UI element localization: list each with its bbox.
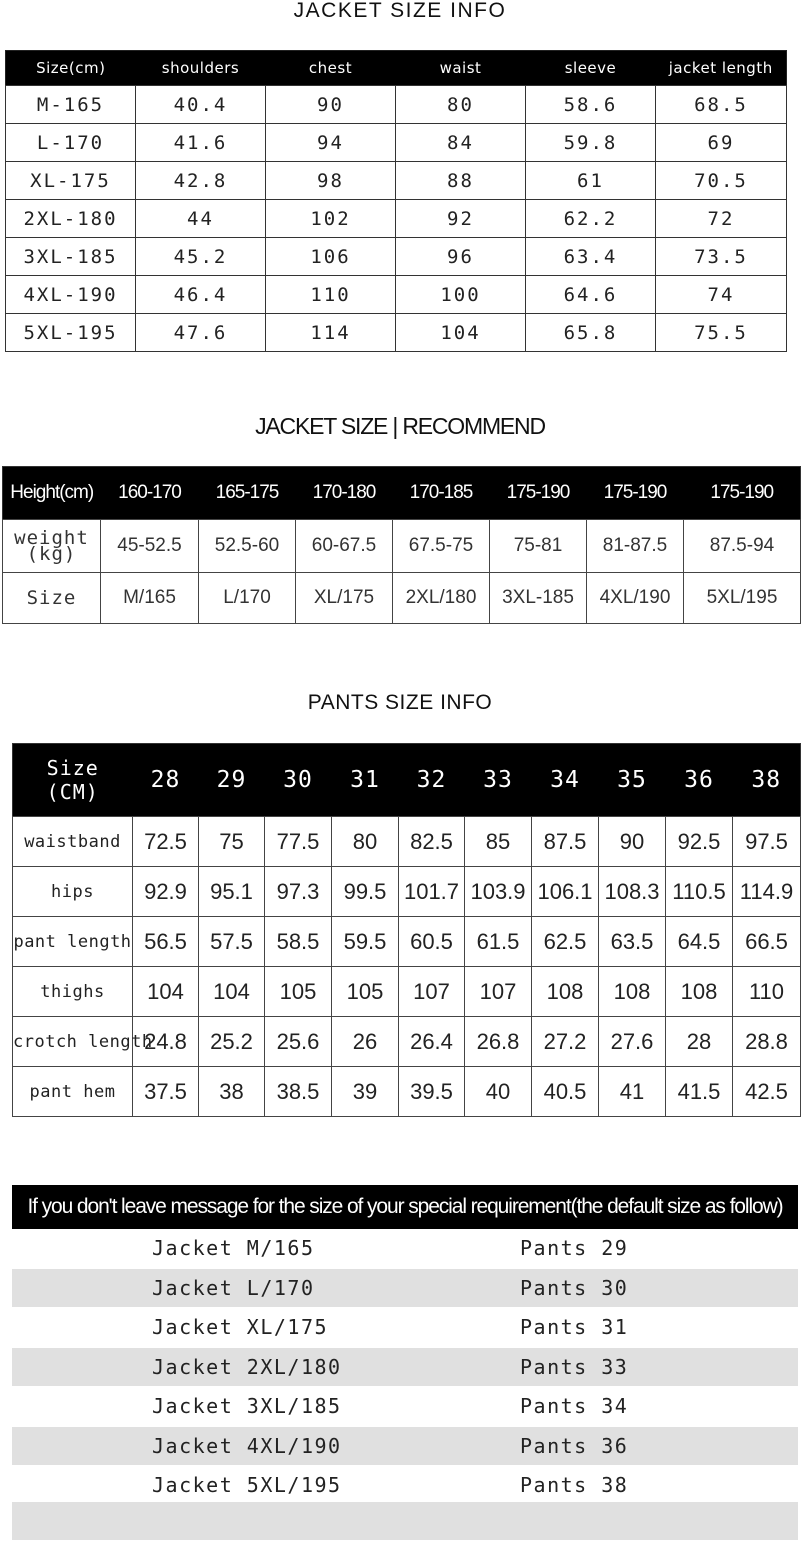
weight-cell: 81-87.5 bbox=[587, 520, 684, 573]
default-pants: Pants 36 bbox=[520, 1434, 629, 1458]
pants-size-table bbox=[12, 743, 801, 1117]
table-cell: 40 bbox=[465, 1067, 532, 1117]
table-cell: 96 bbox=[396, 238, 526, 276]
table-cell: 100 bbox=[396, 276, 526, 314]
table-cell: 114 bbox=[266, 314, 396, 352]
size-cell: 3XL-185 bbox=[490, 573, 587, 624]
size-row bbox=[3, 573, 801, 624]
default-jacket: Jacket L/170 bbox=[152, 1276, 315, 1300]
table-cell: 61 bbox=[526, 162, 656, 200]
pants-size-header: 29 bbox=[199, 744, 265, 817]
list-item bbox=[12, 1229, 798, 1267]
table-cell: 92.9 bbox=[133, 867, 199, 917]
table-cell: M-165 bbox=[6, 86, 136, 124]
weight-cell: 60-67.5 bbox=[296, 520, 393, 573]
header-chest: chest bbox=[266, 51, 396, 86]
list-item bbox=[12, 1427, 798, 1465]
pants-size-header: 36 bbox=[666, 744, 733, 817]
jacket-size-table bbox=[5, 50, 787, 352]
size-cell: 5XL/195 bbox=[684, 573, 801, 624]
table-cell: 106 bbox=[266, 238, 396, 276]
table-row bbox=[6, 200, 787, 238]
table-cell: 26 bbox=[332, 1017, 399, 1067]
table-cell: 98 bbox=[266, 162, 396, 200]
table-cell: 66.5 bbox=[733, 917, 801, 967]
size-cell: 2XL/180 bbox=[393, 573, 490, 624]
table-cell: 97.3 bbox=[265, 867, 332, 917]
pants-row-label: waistband bbox=[13, 817, 133, 867]
table-cell: 42.8 bbox=[136, 162, 266, 200]
default-jacket: Jacket 5XL/195 bbox=[152, 1473, 342, 1497]
table-cell: 75.5 bbox=[656, 314, 787, 352]
pants-size-header: 33 bbox=[465, 744, 532, 817]
table-cell: 4XL-190 bbox=[6, 276, 136, 314]
table-cell: 46.4 bbox=[136, 276, 266, 314]
pants-row-label: pant length bbox=[13, 917, 133, 967]
header-jacket-length: jacket length bbox=[656, 51, 787, 86]
table-cell: 61.5 bbox=[465, 917, 532, 967]
table-cell: 106.1 bbox=[532, 867, 599, 917]
size-recommend-table bbox=[2, 466, 801, 624]
table-cell: 3XL-185 bbox=[6, 238, 136, 276]
table-cell: 110 bbox=[733, 967, 801, 1017]
table-cell: 65.8 bbox=[526, 314, 656, 352]
pants-row-label: crotch length bbox=[13, 1017, 133, 1067]
table-cell: 87.5 bbox=[532, 817, 599, 867]
size-cell: 4XL/190 bbox=[587, 573, 684, 624]
default-pants: Pants 38 bbox=[520, 1473, 629, 1497]
table-cell: 107 bbox=[399, 967, 465, 1017]
table-cell: 70.5 bbox=[656, 162, 787, 200]
list-item bbox=[12, 1466, 798, 1504]
pants-size-label-line2: (CM) bbox=[46, 780, 99, 804]
table-cell: 26.8 bbox=[465, 1017, 532, 1067]
table-cell: 90 bbox=[599, 817, 666, 867]
pants-size-header: 30 bbox=[265, 744, 332, 817]
table-cell: 75 bbox=[199, 817, 265, 867]
pants-size-label-line1: Size bbox=[46, 756, 99, 780]
table-row bbox=[13, 867, 801, 917]
table-cell: 69 bbox=[656, 124, 787, 162]
size-cell: M/165 bbox=[101, 573, 199, 624]
header-sleeve: sleeve bbox=[526, 51, 656, 86]
table-cell: 2XL-180 bbox=[6, 200, 136, 238]
pants-row-label: thighs bbox=[13, 967, 133, 1017]
table-cell: 27.2 bbox=[532, 1017, 599, 1067]
height-cell: 175-190 bbox=[684, 467, 801, 520]
table-cell: 105 bbox=[265, 967, 332, 1017]
table-row bbox=[13, 917, 801, 967]
table-cell: 64.5 bbox=[666, 917, 733, 967]
table-cell: 56.5 bbox=[133, 917, 199, 967]
table-cell: 107 bbox=[465, 967, 532, 1017]
table-cell: 104 bbox=[133, 967, 199, 1017]
table-cell: 104 bbox=[396, 314, 526, 352]
weight-label bbox=[3, 520, 101, 573]
default-jacket: Jacket 2XL/180 bbox=[152, 1355, 342, 1379]
pants-row-label: hips bbox=[13, 867, 133, 917]
pants-size-info-title: PANTS SIZE INFO bbox=[307, 691, 493, 714]
pants-size-header: 28 bbox=[133, 744, 199, 817]
table-cell: 114.9 bbox=[733, 867, 801, 917]
table-cell: 41.6 bbox=[136, 124, 266, 162]
table-cell: 72 bbox=[656, 200, 787, 238]
list-item bbox=[12, 1387, 798, 1425]
table-cell: 37.5 bbox=[133, 1067, 199, 1117]
table-cell: 41.5 bbox=[666, 1067, 733, 1117]
table-cell: 24.8 bbox=[133, 1017, 199, 1067]
table-cell: XL-175 bbox=[6, 162, 136, 200]
height-cell: 175-190 bbox=[587, 467, 684, 520]
table-cell: 25.2 bbox=[199, 1017, 265, 1067]
table-cell: 40.4 bbox=[136, 86, 266, 124]
table-cell: 108 bbox=[666, 967, 733, 1017]
table-row bbox=[6, 238, 787, 276]
table-cell: 85 bbox=[465, 817, 532, 867]
weight-cell: 87.5-94 bbox=[684, 520, 801, 573]
table-cell: 108 bbox=[599, 967, 666, 1017]
size-label: Size bbox=[3, 573, 101, 624]
table-cell: 68.5 bbox=[656, 86, 787, 124]
table-row bbox=[6, 124, 787, 162]
table-cell: 102 bbox=[266, 200, 396, 238]
table-cell: 57.5 bbox=[199, 917, 265, 967]
table-cell: 27.6 bbox=[599, 1017, 666, 1067]
table-cell: 39.5 bbox=[399, 1067, 465, 1117]
table-row bbox=[13, 967, 801, 1017]
height-cell: 170-185 bbox=[393, 467, 490, 520]
table-cell: 84 bbox=[396, 124, 526, 162]
table-cell: 38.5 bbox=[265, 1067, 332, 1117]
weight-cell: 45-52.5 bbox=[101, 520, 199, 573]
default-pants: Pants 31 bbox=[520, 1315, 629, 1339]
empty-row bbox=[12, 1502, 798, 1540]
default-jacket: Jacket M/165 bbox=[152, 1236, 315, 1260]
table-cell: 63.4 bbox=[526, 238, 656, 276]
table-cell: 40.5 bbox=[532, 1067, 599, 1117]
size-cell: L/170 bbox=[199, 573, 296, 624]
pants-row-label: pant hem bbox=[13, 1067, 133, 1117]
pants-table-header bbox=[13, 744, 801, 817]
pants-size-header: 34 bbox=[532, 744, 599, 817]
weight-row bbox=[3, 520, 801, 573]
table-row bbox=[13, 817, 801, 867]
table-cell: 74 bbox=[656, 276, 787, 314]
table-cell: 110 bbox=[266, 276, 396, 314]
table-cell: 28 bbox=[666, 1017, 733, 1067]
table-cell: 104 bbox=[199, 967, 265, 1017]
height-label: Height(cm) bbox=[3, 467, 101, 520]
height-cell: 170-180 bbox=[296, 467, 393, 520]
list-item bbox=[12, 1308, 798, 1346]
height-cell: 160-170 bbox=[101, 467, 199, 520]
table-cell: 82.5 bbox=[399, 817, 465, 867]
table-cell: 105 bbox=[332, 967, 399, 1017]
list-item bbox=[12, 1348, 798, 1386]
table-cell: 58.6 bbox=[526, 86, 656, 124]
pants-size-header: 32 bbox=[399, 744, 465, 817]
table-cell: 99.5 bbox=[332, 867, 399, 917]
table-row bbox=[13, 1017, 801, 1067]
table-cell: L-170 bbox=[6, 124, 136, 162]
table-cell: 80 bbox=[332, 817, 399, 867]
size-cell: XL/175 bbox=[296, 573, 393, 624]
table-cell: 47.6 bbox=[136, 314, 266, 352]
default-pants: Pants 30 bbox=[520, 1276, 629, 1300]
weight-label-line2: (kg) bbox=[26, 543, 77, 565]
table-cell: 94 bbox=[266, 124, 396, 162]
table-cell: 59.8 bbox=[526, 124, 656, 162]
table-cell: 44 bbox=[136, 200, 266, 238]
table-cell: 90 bbox=[266, 86, 396, 124]
height-cell: 175-190 bbox=[490, 467, 587, 520]
table-cell: 26.4 bbox=[399, 1017, 465, 1067]
jacket-size-recommend-title: JACKET SIZE | RECOMMEND bbox=[255, 413, 545, 439]
table-cell: 5XL-195 bbox=[6, 314, 136, 352]
table-cell: 73.5 bbox=[656, 238, 787, 276]
table-cell: 45.2 bbox=[136, 238, 266, 276]
table-cell: 59.5 bbox=[332, 917, 399, 967]
table-row bbox=[13, 1067, 801, 1117]
table-cell: 60.5 bbox=[399, 917, 465, 967]
pants-size-header: 38 bbox=[733, 744, 801, 817]
table-row bbox=[6, 162, 787, 200]
pants-size-header: 31 bbox=[332, 744, 399, 817]
table-cell: 80 bbox=[396, 86, 526, 124]
default-size-banner: If you don't leave message for the size of your special requirement(the default size as follow) bbox=[12, 1185, 798, 1229]
weight-cell: 67.5-75 bbox=[393, 520, 490, 573]
list-item bbox=[12, 1269, 798, 1307]
table-row bbox=[6, 276, 787, 314]
header-waist: waist bbox=[396, 51, 526, 86]
table-cell: 58.5 bbox=[265, 917, 332, 967]
weight-cell: 52.5-60 bbox=[199, 520, 296, 573]
table-cell: 39 bbox=[332, 1067, 399, 1117]
table-cell: 95.1 bbox=[199, 867, 265, 917]
table-cell: 28.8 bbox=[733, 1017, 801, 1067]
default-jacket: Jacket 3XL/185 bbox=[152, 1394, 342, 1418]
table-cell: 101.7 bbox=[399, 867, 465, 917]
table-cell: 103.9 bbox=[465, 867, 532, 917]
header-shoulders: shoulders bbox=[136, 51, 266, 86]
table-cell: 108.3 bbox=[599, 867, 666, 917]
default-jacket: Jacket XL/175 bbox=[152, 1315, 329, 1339]
pants-size-header: 35 bbox=[599, 744, 666, 817]
table-row bbox=[6, 86, 787, 124]
table-cell: 64.6 bbox=[526, 276, 656, 314]
table-cell: 77.5 bbox=[265, 817, 332, 867]
table-cell: 108 bbox=[532, 967, 599, 1017]
table-cell: 25.6 bbox=[265, 1017, 332, 1067]
table-cell: 38 bbox=[199, 1067, 265, 1117]
pants-size-label bbox=[13, 744, 133, 817]
height-cell: 165-175 bbox=[199, 467, 296, 520]
table-cell: 63.5 bbox=[599, 917, 666, 967]
default-pants: Pants 29 bbox=[520, 1236, 629, 1260]
table-cell: 88 bbox=[396, 162, 526, 200]
table-cell: 97.5 bbox=[733, 817, 801, 867]
default-jacket: Jacket 4XL/190 bbox=[152, 1434, 342, 1458]
table-cell: 110.5 bbox=[666, 867, 733, 917]
jacket-table-header bbox=[6, 51, 787, 86]
table-cell: 72.5 bbox=[133, 817, 199, 867]
weight-label-line1: weight bbox=[14, 527, 89, 549]
weight-cell: 75-81 bbox=[490, 520, 587, 573]
default-pants: Pants 33 bbox=[520, 1355, 629, 1379]
default-pants: Pants 34 bbox=[520, 1394, 629, 1418]
height-row bbox=[3, 467, 801, 520]
table-cell: 92.5 bbox=[666, 817, 733, 867]
jacket-size-info-title: JACKET SIZE INFO bbox=[293, 0, 507, 22]
table-cell: 42.5 bbox=[733, 1067, 801, 1117]
table-cell: 41 bbox=[599, 1067, 666, 1117]
pants-table-body bbox=[13, 817, 801, 1117]
table-cell: 62.5 bbox=[532, 917, 599, 967]
table-cell: 62.2 bbox=[526, 200, 656, 238]
header-size: Size(cm) bbox=[6, 51, 136, 86]
table-cell: 92 bbox=[396, 200, 526, 238]
table-row bbox=[6, 314, 787, 352]
